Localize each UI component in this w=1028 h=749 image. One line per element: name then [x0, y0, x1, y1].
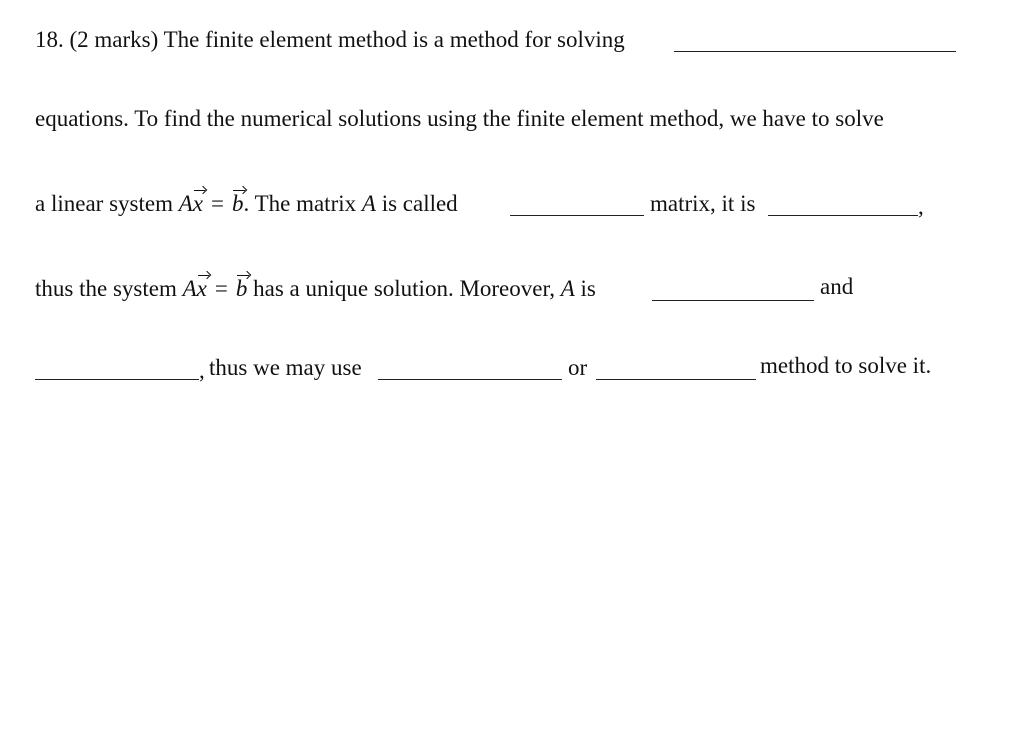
- var-A: A: [178, 191, 193, 216]
- text-thus-the-system: thus the system: [35, 276, 177, 301]
- comma: ,: [918, 194, 924, 219]
- equation-line-3: [35, 188, 458, 220]
- comma: ,: [199, 358, 205, 383]
- question-text-1: 18. (2 marks) The finite element method is a method for solving: [35, 27, 625, 52]
- text-and: and: [820, 274, 854, 299]
- var-A: A: [560, 276, 575, 301]
- text-unique-solution: has a unique solution. Moreover,: [253, 276, 555, 301]
- equals-sign: =: [211, 191, 224, 216]
- text-or: or: [568, 355, 588, 380]
- blank-pde-type[interactable]: [674, 51, 956, 52]
- blank-matrix-property[interactable]: [768, 215, 918, 216]
- text-is-called: is called: [381, 191, 458, 216]
- text-the-matrix: . The matrix: [243, 191, 357, 216]
- text-thus-we-may-use: thus we may use: [209, 355, 362, 380]
- blank-method-1[interactable]: [378, 379, 562, 380]
- vector-x: x: [193, 188, 203, 220]
- blank-method-2[interactable]: [596, 379, 756, 380]
- blank-matrix-type[interactable]: [510, 215, 644, 216]
- vector-b: b: [232, 188, 244, 220]
- text-matrix-it-is: matrix, it is: [650, 191, 756, 216]
- question-text-2: equations. To find the numerical solutions using the finite element method, we have to solve: [35, 106, 884, 131]
- equals-sign: =: [214, 276, 228, 301]
- text-a-linear-system: a linear system: [35, 191, 173, 216]
- blank-property-1[interactable]: [652, 300, 814, 301]
- equation-line-4: [35, 273, 596, 305]
- var-A: A: [361, 191, 376, 216]
- var-A: A: [182, 276, 197, 301]
- vector-x: x: [197, 273, 207, 305]
- vector-b: b: [236, 273, 248, 305]
- blank-property-2[interactable]: [35, 379, 199, 380]
- text-method-to-solve: method to solve it.: [760, 353, 932, 378]
- text-is: is: [580, 276, 596, 301]
